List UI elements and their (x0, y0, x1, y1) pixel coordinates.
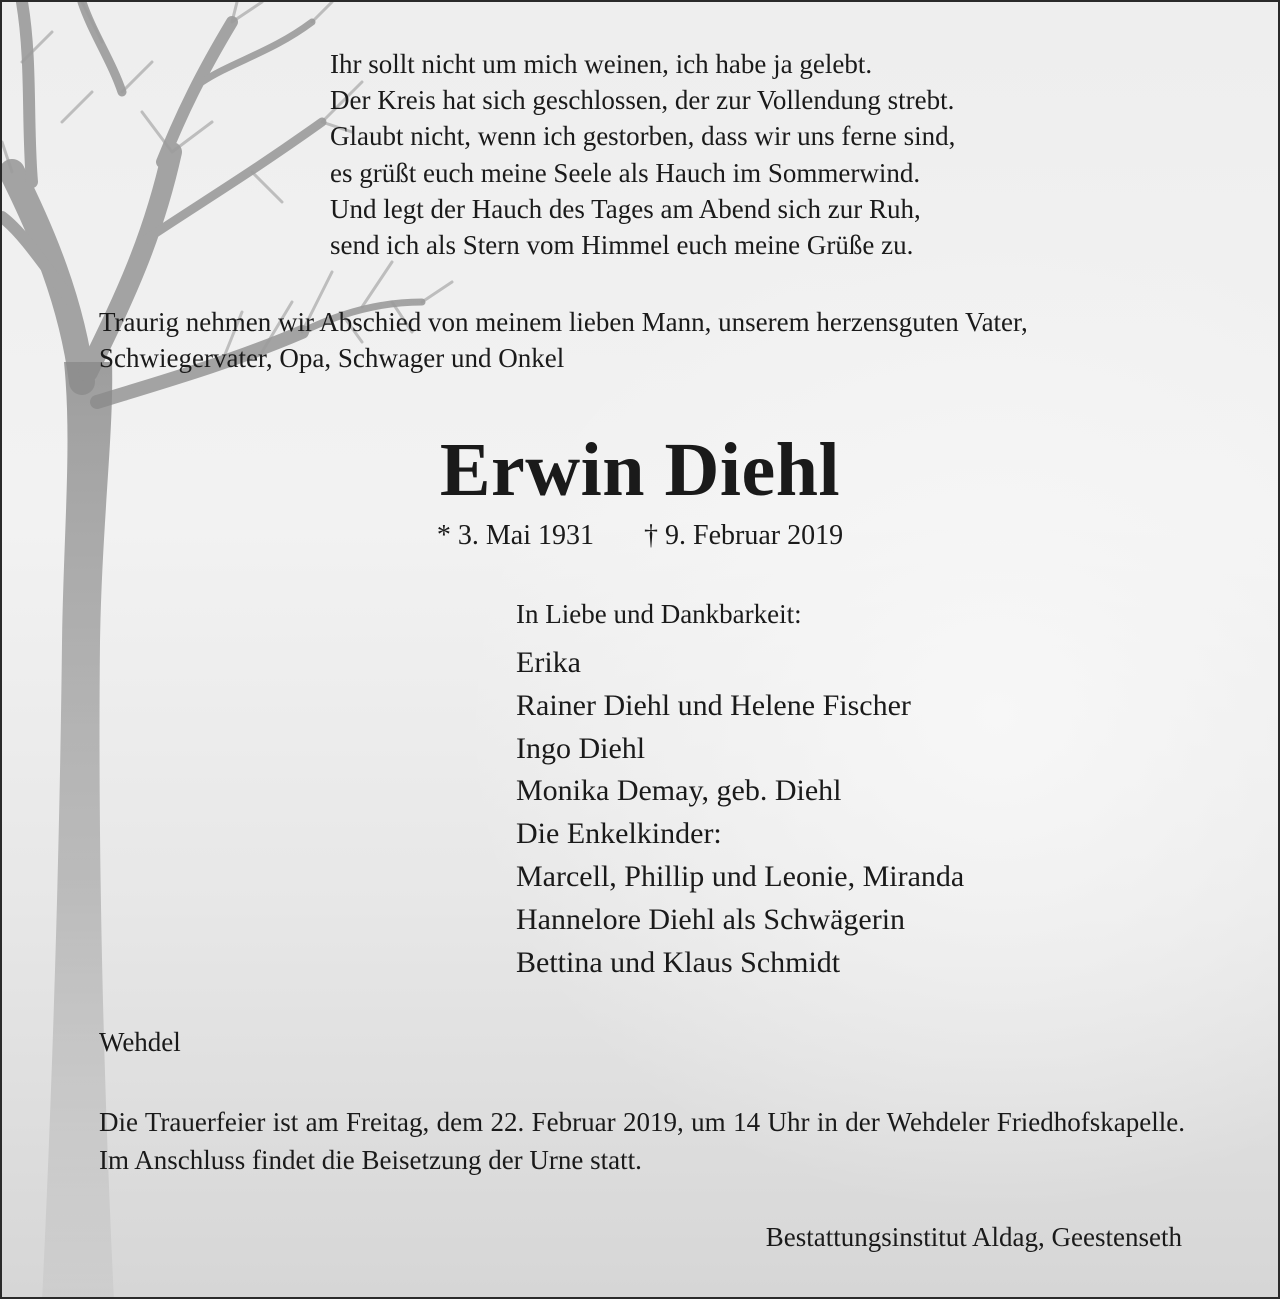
list-item: Erika (516, 646, 581, 679)
list-item: Monika Demay, geb. Diehl (516, 774, 842, 808)
mourners-list (516, 642, 964, 984)
birth-date: * 3. Mai 1931 (436, 520, 595, 551)
list-item: Marcell, Phillip und Leonie, Miranda (516, 859, 965, 893)
ceremony-details: Die Trauerfeier ist am Freitag, dem 22. Februar 2019, um 14 Uhr in der Wehdeler Friedhofskapelle. Im Anschluss findet die Beisetzung der Urne statt. (99, 1107, 1185, 1175)
undertaker-name: Bestattungsinstitut Aldag, Geestenseth (765, 1222, 1182, 1252)
death-date: † 9. Februar 2019 (644, 520, 844, 551)
poem-line: send ich als Stern vom Himmel euch meine Grüße zu. (330, 230, 914, 261)
list-item: Hannelore Diehl als Schwägerin (516, 902, 906, 936)
poem-line: Glaubt nicht, wenn ich gestorben, dass wir uns ferne sind, (330, 121, 956, 152)
farewell-intro: Traurig nehmen wir Abschied von meinem lieben Mann, unserem herzensguten Vater, Schwiegervater, Opa, Schwager und Onkel (99, 307, 1028, 373)
thanks-heading: In Liebe und Dankbarkeit: (516, 599, 802, 629)
poem-line: Und legt der Hauch des Tages am Abend sich zur Ruh, (330, 193, 921, 224)
place-name: Wehdel (99, 1027, 181, 1057)
list-item: Die Enkelkinder: (516, 817, 722, 851)
poem (330, 46, 955, 263)
list-item: Bettina und Klaus Schmidt (516, 945, 841, 979)
deceased-name: Erwin Diehl (439, 428, 841, 512)
list-item: Ingo Diehl (516, 731, 646, 765)
poem-line: Der Kreis hat sich geschlossen, der zur Vollendung strebt. (330, 85, 955, 116)
notice-content (2, 2, 1278, 1297)
list-item: Rainer Diehl und Helene Fischer (516, 688, 911, 722)
life-dates (2, 517, 1278, 555)
poem-line: Ihr sollt nicht um mich weinen, ich habe ja gelebt. (330, 49, 873, 79)
poem-line: es grüßt euch meine Seele als Hauch im Sommerwind. (330, 157, 921, 188)
